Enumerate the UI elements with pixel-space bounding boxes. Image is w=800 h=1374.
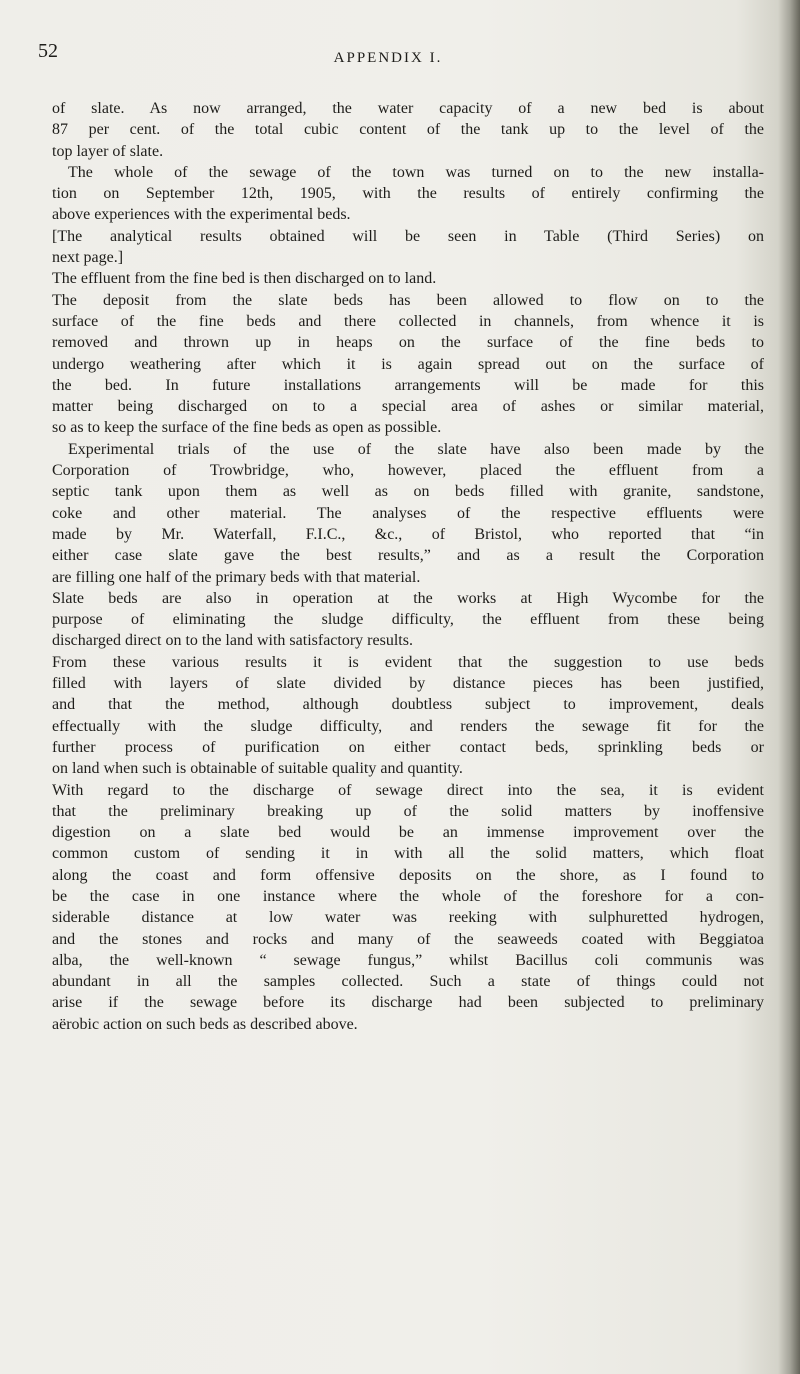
text-line: arise if the sewage before its discharge had been subjected to preliminary [52,994,764,1012]
text-line: further process of purification on either contact beds, sprinkling beds or [52,738,764,756]
text-line: either case slate gave the best results,” and as a result the Corporation [52,547,764,565]
text-line: so as to keep the surface of the fine beds as open as possible. [52,419,442,437]
text-line: removed and thrown up in heaps on the surface of the fine beds to [52,334,764,352]
text-line: made by Mr. Waterfall, F.I.C., &c., of Bristol, who reported that “in [52,525,764,543]
page-number: 52 [38,40,58,62]
text-line: abundant in all the samples collected. Such a state of things could not [52,973,764,991]
text-line: above experiences with the experimental beds. [52,206,351,224]
text-line: undergo weathering after which it is again spread out on the surface of [52,355,764,373]
text-line: top layer of slate. [52,142,164,160]
text-line: effectually with the sludge difficulty, and renders the sewage fit for the [52,717,764,735]
text-line: Corporation of Trowbridge, who, however, placed the effluent from a [52,462,764,480]
text-line: common custom of sending it in with all the solid matters, which float [52,845,764,863]
text-line: Experimental trials of the use of the slate have also been made by the [68,440,764,458]
body-text [52,98,764,1035]
text-line: are filling one half of the primary beds with that material. [52,568,421,586]
text-line: of slate. As now arranged, the water capacity of a new bed is about [52,100,764,117]
text-line: siderable distance at low water was reeking with sulphuretted hydrogen, [52,909,764,927]
text-line: next page.] [52,249,124,267]
text-line: The whole of the sewage of the town was turned on to the new installa- [68,163,764,181]
text-line: coke and other material. The analyses of the respective effluents were [52,504,764,522]
text-line: matter being discharged on to a special area of ashes or similar material, [52,398,764,416]
text-line: Slate beds are also in operation at the works at High Wycombe for the [52,589,764,607]
page-header [38,40,738,70]
text-line: From these various results it is evident that the suggestion to use beds [52,653,764,671]
text-line: surface of the fine beds and there collected in channels, from whence it is [52,312,764,330]
text-line: [The analytical results obtained will be seen in Table (Third Series) on [52,227,764,245]
running-head: APPENDIX I. [333,50,443,66]
text-line: septic tank upon them as well as on beds filled with granite, sandstone, [52,483,764,501]
text-line: and the stones and rocks and many of the seaweeds coated with Beggiatoa [52,930,764,948]
text-line: digestion on a slate bed would be an immense improvement over the [52,824,764,842]
text-line: and that the method, although doubtless subject to improvement, deals [52,696,764,714]
text-line: the bed. In future installations arrangements will be made for this [52,376,764,394]
text-line: along the coast and form offensive deposits on the shore, as I found to [52,866,764,884]
text-line: With regard to the discharge of sewage direct into the sea, it is evident [52,781,764,799]
text-line: discharged direct on to the land with satisfactory results. [52,632,413,650]
text-line: tion on September 12th, 1905, with the results of entirely confirming the [52,185,764,203]
text-line: that the preliminary breaking up of the solid matters by inoffensive [52,802,764,820]
text-line: on land when such is obtainable of suitable quality and quantity. [52,760,463,778]
text-line: The deposit from the slate beds has been allowed to flow on to the [52,291,764,309]
text-line: purpose of eliminating the sludge difficulty, the effluent from these being [52,611,764,629]
text-line: The effluent from the fine bed is then discharged on to land. [52,270,437,288]
page-edge-shadow [778,0,800,1374]
text-line: aërobic action on such beds as described above. [52,1015,358,1033]
text-line: filled with layers of slate divided by distance pieces has been justified, [52,675,764,693]
text-line: be the case in one instance where the whole of the foreshore for a con- [52,887,764,905]
text-line: alba, the well-known “ sewage fungus,” whilst Bacillus coli communis was [52,951,764,969]
text-line: 87 per cent. of the total cubic content of the tank up to the level of the [52,121,764,139]
